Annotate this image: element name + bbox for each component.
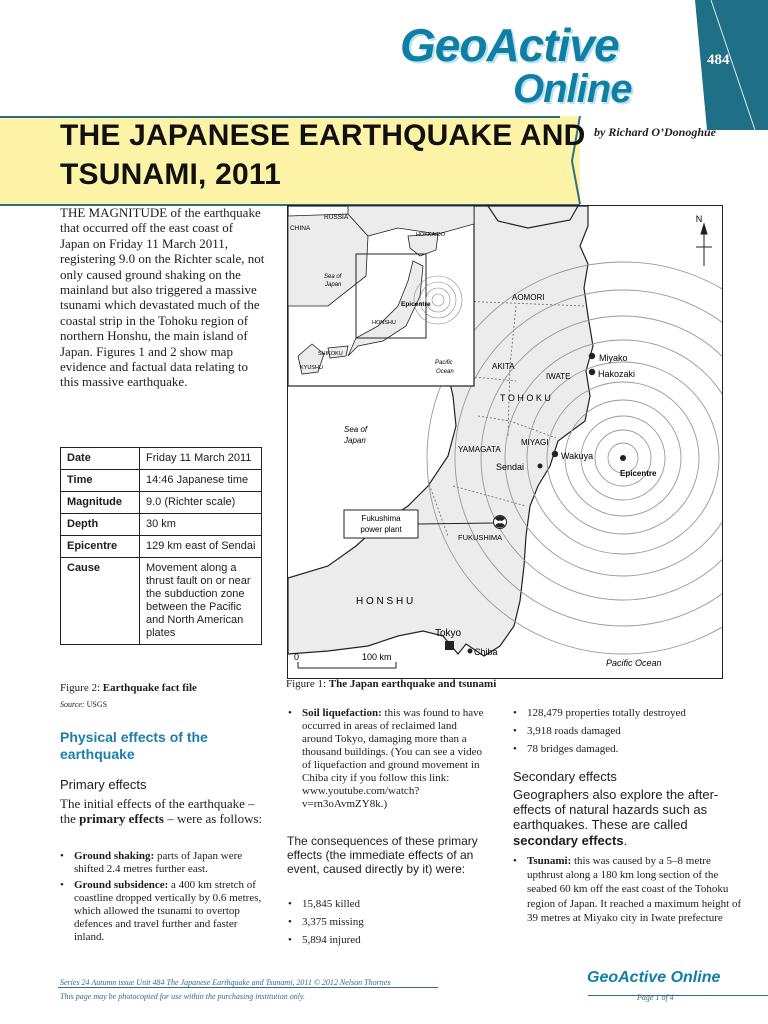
intro-lead: THE MAGNITUDE xyxy=(60,205,168,220)
page-number: Page 1 of 4 xyxy=(637,993,674,1002)
source-value: USGS xyxy=(84,700,108,709)
item-text: this was caused by a 5–8 metre upthrust along a 180 km long section of the seabed 60 km off the east coast of the Tohoku region of Japan. It reached a maximum height of 39 metres at Miyako city in Iwate prefecture xyxy=(527,855,742,924)
intro-paragraph xyxy=(60,205,265,390)
list-item: • 78 bridges damaged. xyxy=(513,743,743,756)
primary-text-a: The initial effects of the earthquake – the xyxy=(60,796,255,827)
footer-rule-right xyxy=(588,995,768,996)
city-dot-chiba xyxy=(468,649,473,654)
fact-label: Time xyxy=(61,470,140,492)
map-svg xyxy=(288,206,722,678)
label-inset-sea-2: Japan xyxy=(325,282,342,288)
label-inset-pacific-1: Pacific xyxy=(435,360,453,366)
label-miyagi: MIYAGI xyxy=(521,438,549,447)
item-bold: Ground subsidence: xyxy=(74,879,169,891)
label-russia: RUSSIA xyxy=(324,214,349,221)
label-sea-of-japan-1: Sea of xyxy=(344,425,368,434)
secondary-text-a: Geographers also explore the after-effects of natural hazards such as earthquakes. These are called xyxy=(513,787,719,833)
footer-notice: This page may be photocopied for use within the purchasing institution only. xyxy=(60,992,306,1001)
fact-label: Date xyxy=(61,448,140,470)
footer-logo: GeoActive Online xyxy=(587,969,721,986)
damage-list xyxy=(513,707,743,761)
label-iwate: IWATE xyxy=(546,372,571,381)
figure1-caption xyxy=(286,678,496,690)
list-item xyxy=(288,707,488,811)
list-item: • 128,479 properties totally destroyed xyxy=(513,707,743,720)
primary-text-b: – were as follows: xyxy=(163,811,263,827)
figure2-caption xyxy=(60,682,197,694)
item-text: a 400 km stretch of coastline dropped vertically by 0.6 metres, which allowed the tsunami to overtop defences and travel further and faster inland. xyxy=(74,879,262,943)
footer-rule xyxy=(58,987,438,988)
primary-text-bold: primary effects xyxy=(79,811,164,827)
label-epicentre: Epicentre xyxy=(620,469,657,478)
label-fukushima-plant-2: power plant xyxy=(360,525,402,534)
list-item: • 5,894 injured xyxy=(288,934,488,947)
list-item xyxy=(60,850,266,876)
scale-zero: 0 xyxy=(294,652,300,662)
table-row xyxy=(61,448,262,470)
epicentre-dot xyxy=(620,455,626,461)
list-item: • 3,918 roads damaged xyxy=(513,725,743,738)
tsunami-list xyxy=(513,854,743,928)
table-row xyxy=(61,558,262,645)
primary-effects-text xyxy=(60,796,265,827)
label-hakozaki: Hakozaki xyxy=(598,369,636,379)
table-row xyxy=(61,536,262,558)
label-tokyo: Tokyo xyxy=(435,628,462,639)
fact-value: 30 km xyxy=(140,514,262,536)
logo-online: Online xyxy=(513,67,632,111)
logo-geoactive: GeoActive xyxy=(400,19,619,71)
scale-bar xyxy=(298,662,396,668)
label-kyushu: KYUSHU xyxy=(300,365,323,371)
item-text: parts of Japan were shifted 2.4 metres further east. xyxy=(74,850,243,875)
figure2-source xyxy=(60,700,107,709)
label-inset-sea-1: Sea of xyxy=(324,274,342,280)
radiation-icon xyxy=(494,516,507,529)
capital-marker xyxy=(445,641,454,650)
north-label: N xyxy=(695,214,703,224)
item-bold: Ground shaking: xyxy=(74,850,155,862)
scale-label: 100 km xyxy=(362,652,392,662)
label-wakuya: Wakuya xyxy=(561,451,594,461)
label-honshu: H O N S H U xyxy=(356,596,414,607)
label-aomori: AOMORI xyxy=(512,293,545,302)
unit-tab xyxy=(695,0,768,130)
consequences-text: The consequences of these primary effects (the immediate effects of an event, caused directly by it) were: xyxy=(287,834,478,876)
label-hokkaido: HOKKAIDO xyxy=(416,232,446,238)
label-sendai: Sendai xyxy=(496,462,525,472)
label-yamagata: YAMAGATA xyxy=(458,445,501,454)
label-tohoku: T O H O K U xyxy=(500,393,551,403)
label-fukushima: FUKUSHIMA xyxy=(458,533,503,542)
city-dot-wakuya xyxy=(552,451,558,457)
label-inset-honshu: HONSHU xyxy=(372,320,396,326)
label-akita: AKITA xyxy=(492,362,515,371)
byline: by Richard O’Donoghue xyxy=(594,125,717,139)
label-fukushima-plant-1: Fukushima xyxy=(361,514,401,523)
figure2-title: Earthquake fact file xyxy=(102,682,197,694)
figure1-title: The Japan earthquake and tsunami xyxy=(328,678,497,690)
japan-earthquake-map xyxy=(287,205,723,679)
soil-liquefaction-list xyxy=(288,707,488,814)
fact-label: Epicentre xyxy=(61,536,140,558)
fact-label: Cause xyxy=(61,558,140,645)
fact-value: Friday 11 March 2011 xyxy=(140,448,262,470)
primary-effects-list xyxy=(60,850,266,947)
item-bold: Tsunami: xyxy=(527,855,572,867)
list-item xyxy=(513,854,743,925)
city-dot-miyako xyxy=(589,353,595,359)
fact-value: 9.0 (Richter scale) xyxy=(140,492,262,514)
primary-effects-heading: Primary effects xyxy=(60,777,147,792)
page-title-line2: TSUNAMI, 2011 xyxy=(60,158,282,191)
list-item: • 3,375 missing xyxy=(288,916,488,929)
label-inset-epicentre: Epicentre xyxy=(401,301,431,308)
intro-text: of the earthquake that occurred off the east coast of Japan on Friday 11 March 2011, registering 9.0 on the Richter scale, not only caused ground shaking on the mainland but also triggered a massive tsunami which devastated much of the coastal strip in the Tohoku region of northern Honshu, the main island of Japan. Figures 1 and 2 show map evidence and factual data relating to this massive earthquake. xyxy=(60,205,265,390)
north-arrow-icon xyxy=(696,224,712,266)
label-pacific-ocean: Pacific Ocean xyxy=(606,658,662,668)
table-row xyxy=(61,514,262,536)
fact-file-table xyxy=(60,447,262,645)
label-miyako: Miyako xyxy=(599,353,628,363)
label-chiba: Chiba xyxy=(474,647,498,657)
label-sea-of-japan-2: Japan xyxy=(344,436,366,445)
page-title-line1: THE JAPANESE EARTHQUAKE AND xyxy=(60,119,586,152)
secondary-effects-text xyxy=(513,787,733,848)
footer-series: Series 24 Autumn issue Unit 484 xyxy=(60,978,167,987)
city-dot-sendai xyxy=(538,464,543,469)
list-item xyxy=(60,879,266,944)
list-item: • 15,845 killed xyxy=(288,898,488,911)
fact-label: Magnitude xyxy=(61,492,140,514)
footer-copyright xyxy=(60,978,390,987)
figure2-prefix: Figure 2: xyxy=(60,682,103,694)
label-inset-pacific-2: Ocean xyxy=(436,369,454,375)
casualty-list xyxy=(288,898,488,952)
item-text: this was found to have occurred in areas of reclaimed land around Tokyo, damaging more than a thousand buildings. (You can see a video of liquefaction and ground movement in Chiba city if you follow this link: www.youtube.com/watch?v=rn3oAvmZY8k.) xyxy=(302,707,484,810)
fact-label: Depth xyxy=(61,514,140,536)
source-label: Source: xyxy=(60,700,85,709)
secondary-text-b: . xyxy=(623,832,628,848)
secondary-effects-heading: Secondary effects xyxy=(513,769,617,784)
label-shikoku: SHIKOKU xyxy=(318,351,343,357)
footer-publisher: © 2012 Nelson Thornes xyxy=(311,978,391,987)
label-china: CHINA xyxy=(290,225,311,232)
table-row xyxy=(61,492,262,514)
fact-value: 14:46 Japanese time xyxy=(140,470,262,492)
figure1-prefix: Figure 1: xyxy=(286,678,329,690)
fact-value: Movement along a thrust fault on or near the subduction zone between the Pacific and North American plates xyxy=(140,558,262,645)
physical-effects-heading: Physical effects of the earthquake xyxy=(60,729,208,762)
footer-title: The Japanese Earthquake and Tsunami, 2011 xyxy=(166,978,312,987)
unit-number: 484 xyxy=(707,52,730,68)
secondary-text-bold: secondary effects xyxy=(513,832,624,848)
city-dot-hakozaki xyxy=(589,369,595,375)
fact-value: 129 km east of Sendai xyxy=(140,536,262,558)
table-row xyxy=(61,470,262,492)
item-bold: Soil liquefaction: xyxy=(302,707,382,719)
